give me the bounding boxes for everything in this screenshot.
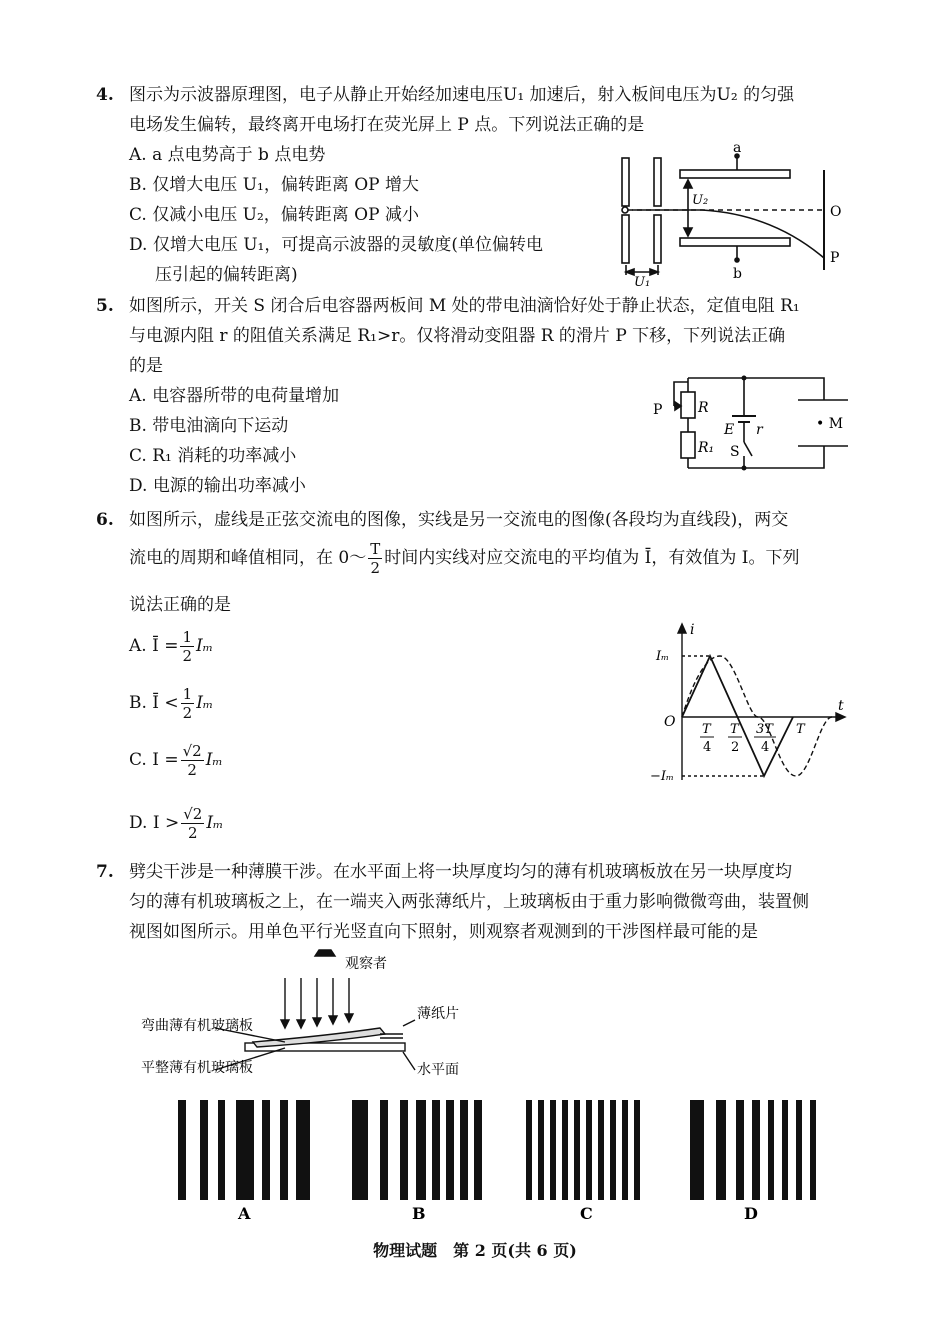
- option-a: A. 电容器所带的电荷量增加: [129, 386, 340, 406]
- denominator: 2: [182, 647, 192, 665]
- option-a: A. a 点电势高于 b 点电势: [129, 145, 326, 165]
- label-o: O: [830, 204, 842, 220]
- axis-label-i: i: [690, 622, 695, 638]
- question-number: 5.: [96, 296, 114, 316]
- wedge-interference-diagram: [135, 948, 480, 1088]
- tick-t2-num: T: [730, 722, 739, 737]
- symbol-im: Iₘ: [196, 636, 214, 656]
- label-flat-plate: 平整薄有机玻璃板: [141, 1060, 253, 1076]
- option-label: D. I >: [129, 813, 180, 833]
- question-stem-line: 劈尖干涉是一种薄膜干涉。在水平面上将一块厚度均匀的薄有机玻璃板放在另一块厚度均: [129, 862, 792, 882]
- option-c: [129, 742, 223, 779]
- choice-d: D: [744, 1204, 758, 1223]
- option-d: D. 电源的输出功率减小: [129, 476, 306, 496]
- fraction-t-over-2: [368, 540, 382, 577]
- option-a: [129, 628, 213, 665]
- option-d-cont: 压引起的偏转距离): [155, 265, 298, 285]
- numerator: √2: [183, 805, 203, 823]
- numerator: 1: [182, 685, 193, 703]
- question-stem-line: 的是: [129, 356, 163, 376]
- label-curved-plate: 弯曲薄有机玻璃板: [141, 1018, 253, 1034]
- question-6-line2: [96, 540, 856, 577]
- question-stem-line: 如图所示，虚线是正弦交流电的图像，实线是另一交流电的图像(各段均为直线段)，两交: [129, 510, 789, 530]
- option-d: D. 仅增大电压 U₁，可提高示波器的灵敏度(单位偏转电: [129, 235, 544, 255]
- denominator: 2: [370, 559, 381, 577]
- option-label: B. Ī <: [129, 693, 179, 713]
- choice-c: C: [580, 1204, 593, 1223]
- tick-t2-den: 2: [731, 740, 740, 755]
- symbol-im: Iₘ: [196, 693, 214, 713]
- label-u1: U₁: [634, 275, 651, 290]
- label-p: P: [830, 250, 840, 266]
- axis-label-t: t: [838, 698, 844, 714]
- label-b: b: [733, 266, 742, 282]
- option-b: [129, 685, 213, 722]
- option-c: C. R₁ 消耗的功率减小: [129, 446, 297, 466]
- symbol-im: Iₘ: [205, 750, 223, 770]
- fraction: [181, 742, 204, 779]
- choice-a: A: [238, 1204, 251, 1223]
- label-r1: R₁: [698, 440, 715, 456]
- option-label: A. Ī =: [129, 636, 179, 656]
- numerator: 1: [182, 628, 192, 646]
- question-4: [96, 80, 856, 140]
- tick-t: T: [796, 722, 805, 737]
- question-5: [96, 291, 856, 381]
- question-number: 7.: [96, 862, 114, 882]
- page-footer: 物理试题 第 2 页(共 6 页): [373, 1241, 577, 1260]
- label-observer: 观察者: [345, 956, 387, 972]
- interference-patterns: [170, 1095, 820, 1225]
- option-b: B. 仅增大电压 U₁，偏转距离 OP 增大: [129, 175, 420, 195]
- label-r-internal: r: [756, 422, 763, 438]
- tick-t4-num: T: [702, 722, 711, 737]
- question-7: [96, 857, 856, 947]
- question-number: 6.: [96, 510, 114, 530]
- label-s: S: [730, 444, 740, 460]
- question-stem-line: 如图所示，开关 S 闭合后电容器两板间 M 处的带电油滴恰好处于静止状态，定值电阻 R₁: [129, 296, 800, 316]
- origin-label: O: [664, 714, 676, 730]
- question-number: 4.: [96, 85, 114, 105]
- denominator: 2: [187, 824, 198, 842]
- oscilloscope-diagram: [612, 140, 852, 290]
- label-p: P: [653, 402, 663, 418]
- tick-t4-den: 4: [703, 740, 712, 755]
- label-m: • M: [816, 416, 844, 432]
- denominator: 2: [187, 761, 197, 779]
- label-e: E: [724, 422, 735, 438]
- tick-3t4-num: 3T: [756, 722, 773, 737]
- choice-b: B: [412, 1204, 426, 1223]
- numerator: T: [370, 540, 381, 558]
- label-paper: 薄纸片: [417, 1006, 459, 1022]
- ac-current-graph: [650, 620, 855, 792]
- circuit-diagram: [648, 370, 858, 482]
- fraction: [180, 628, 194, 665]
- fraction: [181, 805, 204, 842]
- denominator: 2: [182, 704, 193, 722]
- question-6-line3: [96, 590, 856, 620]
- option-b: B. 带电油滴向下运动: [129, 416, 289, 436]
- option-c: C. 仅减小电压 U₂，偏转距离 OP 减小: [129, 205, 419, 225]
- option-d: [129, 805, 223, 842]
- question-stem-line: 与电源内阻 r 的阻值关系满足 R₁>r。仅将滑动变阻器 R 的滑片 P 下移，下列说法正确: [129, 326, 786, 346]
- question-stem-line: 说法正确的是: [129, 595, 231, 615]
- option-label: C. I =: [129, 750, 179, 770]
- question-stem-line: 匀的薄有机玻璃板之上，在一端夹入两张薄纸片，上玻璃板由于重力影响微微弯曲，装置侧: [129, 892, 809, 912]
- stem-text: 流电的周期和峰值相同，在 0～: [129, 548, 367, 568]
- label-a: a: [733, 140, 742, 156]
- fraction: [181, 685, 195, 722]
- symbol-im: Iₘ: [206, 813, 224, 833]
- stem-text: 时间内实线对应交流电的平均值为 Ī，有效值为 I。下列: [384, 548, 800, 568]
- question-stem-line: 图示为示波器原理图，电子从静止开始经加速电压U₁ 加速后，射入板间电压为U₂ 的匀强: [129, 85, 795, 105]
- question-6: [96, 505, 856, 535]
- label-u2: U₂: [692, 193, 709, 208]
- tick-3t4-den: 4: [761, 740, 770, 755]
- label-neg-im: −Iₘ: [650, 769, 675, 784]
- label-im: Iₘ: [656, 649, 670, 664]
- question-stem-line: 视图如图所示。用单色平行光竖直向下照射，则观察者观测到的干涉图样最可能的是: [129, 922, 758, 942]
- question-stem-line: 电场发生偏转，最终离开电场打在荧光屏上 P 点。下列说法正确的是: [129, 115, 645, 135]
- numerator: √2: [182, 742, 202, 760]
- label-r: R: [698, 400, 709, 416]
- label-horizontal: 水平面: [417, 1062, 459, 1078]
